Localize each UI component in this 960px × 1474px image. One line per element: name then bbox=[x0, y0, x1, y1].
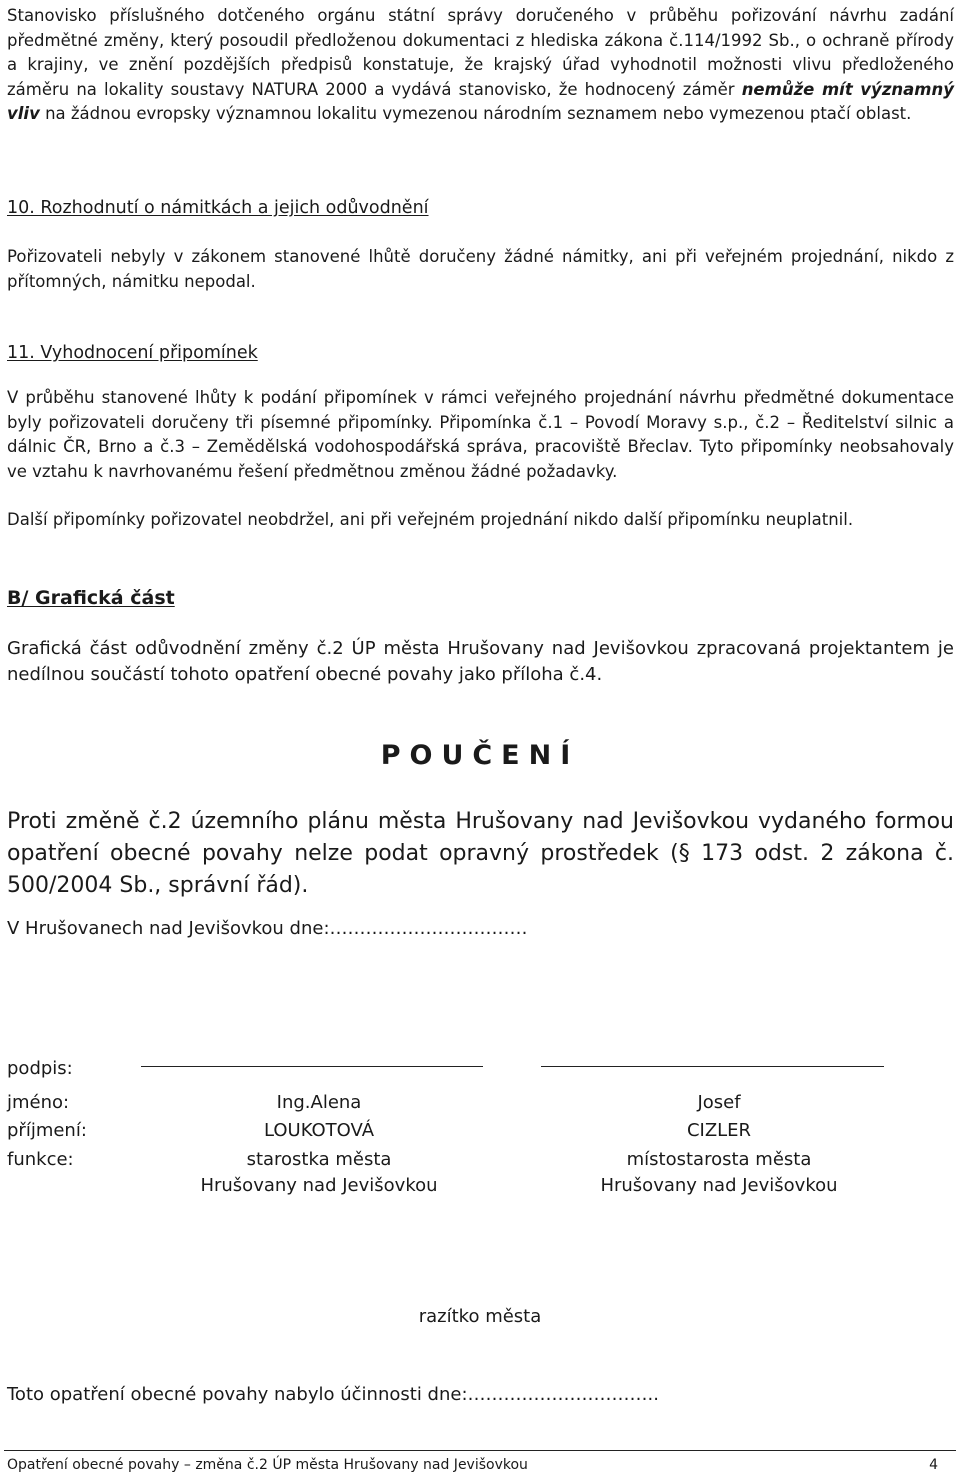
footer bbox=[7, 1456, 938, 1474]
left-funkce: starostka města bbox=[246, 1149, 392, 1170]
intro-text: Stanovisko příslušného dotčeného orgánu státní správy doručeného v průběhu pořizování návrhu zadání předmětné změny, který posoudil předloženou dokumentaci z hlediska zákona č.114/1992 Sb., o ochraně přírody a krajiny, ve znění pozdějších předpisů konstatuje, že krajský úřad vyhodnotil možnosti vlivu předloženého záměru na lokality soustavy NATURA 2000 a vydává stanovisko, že hodnocený záměr bbox=[7, 6, 954, 99]
effect-line: Toto opatření obecné povahy nabylo účinnosti dne:………………………….. bbox=[7, 1384, 659, 1405]
left-funkce-2: Hrušovany nad Jevišovkou bbox=[200, 1175, 438, 1196]
jmeno-label: jméno: bbox=[7, 1092, 70, 1113]
signature-line-left bbox=[141, 1066, 483, 1067]
intro-emphasis: nemůže mít významný vliv bbox=[7, 79, 954, 123]
right-funkce-2: Hrušovany nad Jevišovkou bbox=[600, 1175, 838, 1196]
section-11-heading: 11. Vyhodnocení připomínek bbox=[7, 343, 258, 363]
right-funkce: místostarosta města bbox=[626, 1149, 812, 1170]
page-number: 4 bbox=[929, 1457, 938, 1473]
pouceni-text: Proti změně č.2 územního plánu města Hrušovany nad Jevišovkou vydaného formou opatření obecné povahy nelze podat opravný prostředek (§ 173 odst. 2 zákona č. 500/2004 Sb., správní řád). bbox=[7, 809, 954, 898]
right-jmeno: Josef bbox=[697, 1092, 741, 1113]
jmeno-row bbox=[7, 1092, 953, 1118]
date-line: V Hrušovanech nad Jevišovkou dne:…………………………… bbox=[7, 918, 528, 939]
intro-paragraph bbox=[7, 4, 954, 127]
left-jmeno: Ing.Alena bbox=[276, 1092, 362, 1113]
section-11-text: V průběhu stanovené lhůty k podání připomínek v rámci veřejného projednání návrhu předmětné dokumentace byly pořizovateli doručeny tři písemné připomínky. Připomínka č.1 – Povodí Moravy s.p., č.2 – Ředitelství silnic a dálnic ČR, Brno a č.3 – Zemědělská vodohospodářská správa, pracoviště Břeclav. Tyto připomínky neobsahovaly ve vztahu k navrhovanému řešení předmětnou změnou žádné požadavky. bbox=[7, 388, 954, 481]
podpis-label: podpis: bbox=[7, 1058, 73, 1079]
signature-line-right bbox=[541, 1066, 884, 1067]
prijmeni-label: příjmení: bbox=[7, 1120, 87, 1141]
pouceni-title: POUČENÍ bbox=[380, 740, 580, 771]
funkce-row-2 bbox=[7, 1175, 953, 1201]
section-10-heading: 10. Rozhodnutí o námitkách a jejich odůvodnění bbox=[7, 198, 429, 218]
right-prijmeni: CIZLER bbox=[686, 1120, 752, 1141]
section-b-heading: B/ Grafická část bbox=[7, 587, 175, 609]
section-11-text-2: Další připomínky pořizovatel neobdržel, ani při veřejném projednání nikdo další připomínku neuplatnil. bbox=[7, 510, 854, 529]
prijmeni-row bbox=[7, 1120, 953, 1146]
section-10-text: Pořizovateli nebyly v zákonem stanovené lhůtě doručeny žádné námitky, ani při veřejném projednání, nikdo z přítomných, námitku nepodal. bbox=[7, 247, 954, 291]
left-prijmeni: LOUKOTOVÁ bbox=[263, 1120, 375, 1141]
section-b-text: Grafická část odůvodnění změny č.2 ÚP města Hrušovany nad Jevišovkou zpracovaná projektantem je nedílnou součástí tohoto opatření obecné povahy jako příloha č.4. bbox=[7, 638, 954, 685]
stamp-label: razítko města bbox=[418, 1306, 542, 1327]
funkce-label: funkce: bbox=[7, 1149, 74, 1170]
signature-row bbox=[7, 1058, 953, 1084]
funkce-row bbox=[7, 1149, 953, 1175]
footer-text: Opatření obecné povahy – změna č.2 ÚP města Hrušovany nad Jevišovkou bbox=[7, 1457, 528, 1473]
intro-text-end: na žádnou evropsky významnou lokalitu vymezenou národním seznamem nebo vymezenou ptačí oblast. bbox=[45, 104, 912, 123]
footer-divider bbox=[4, 1450, 956, 1451]
